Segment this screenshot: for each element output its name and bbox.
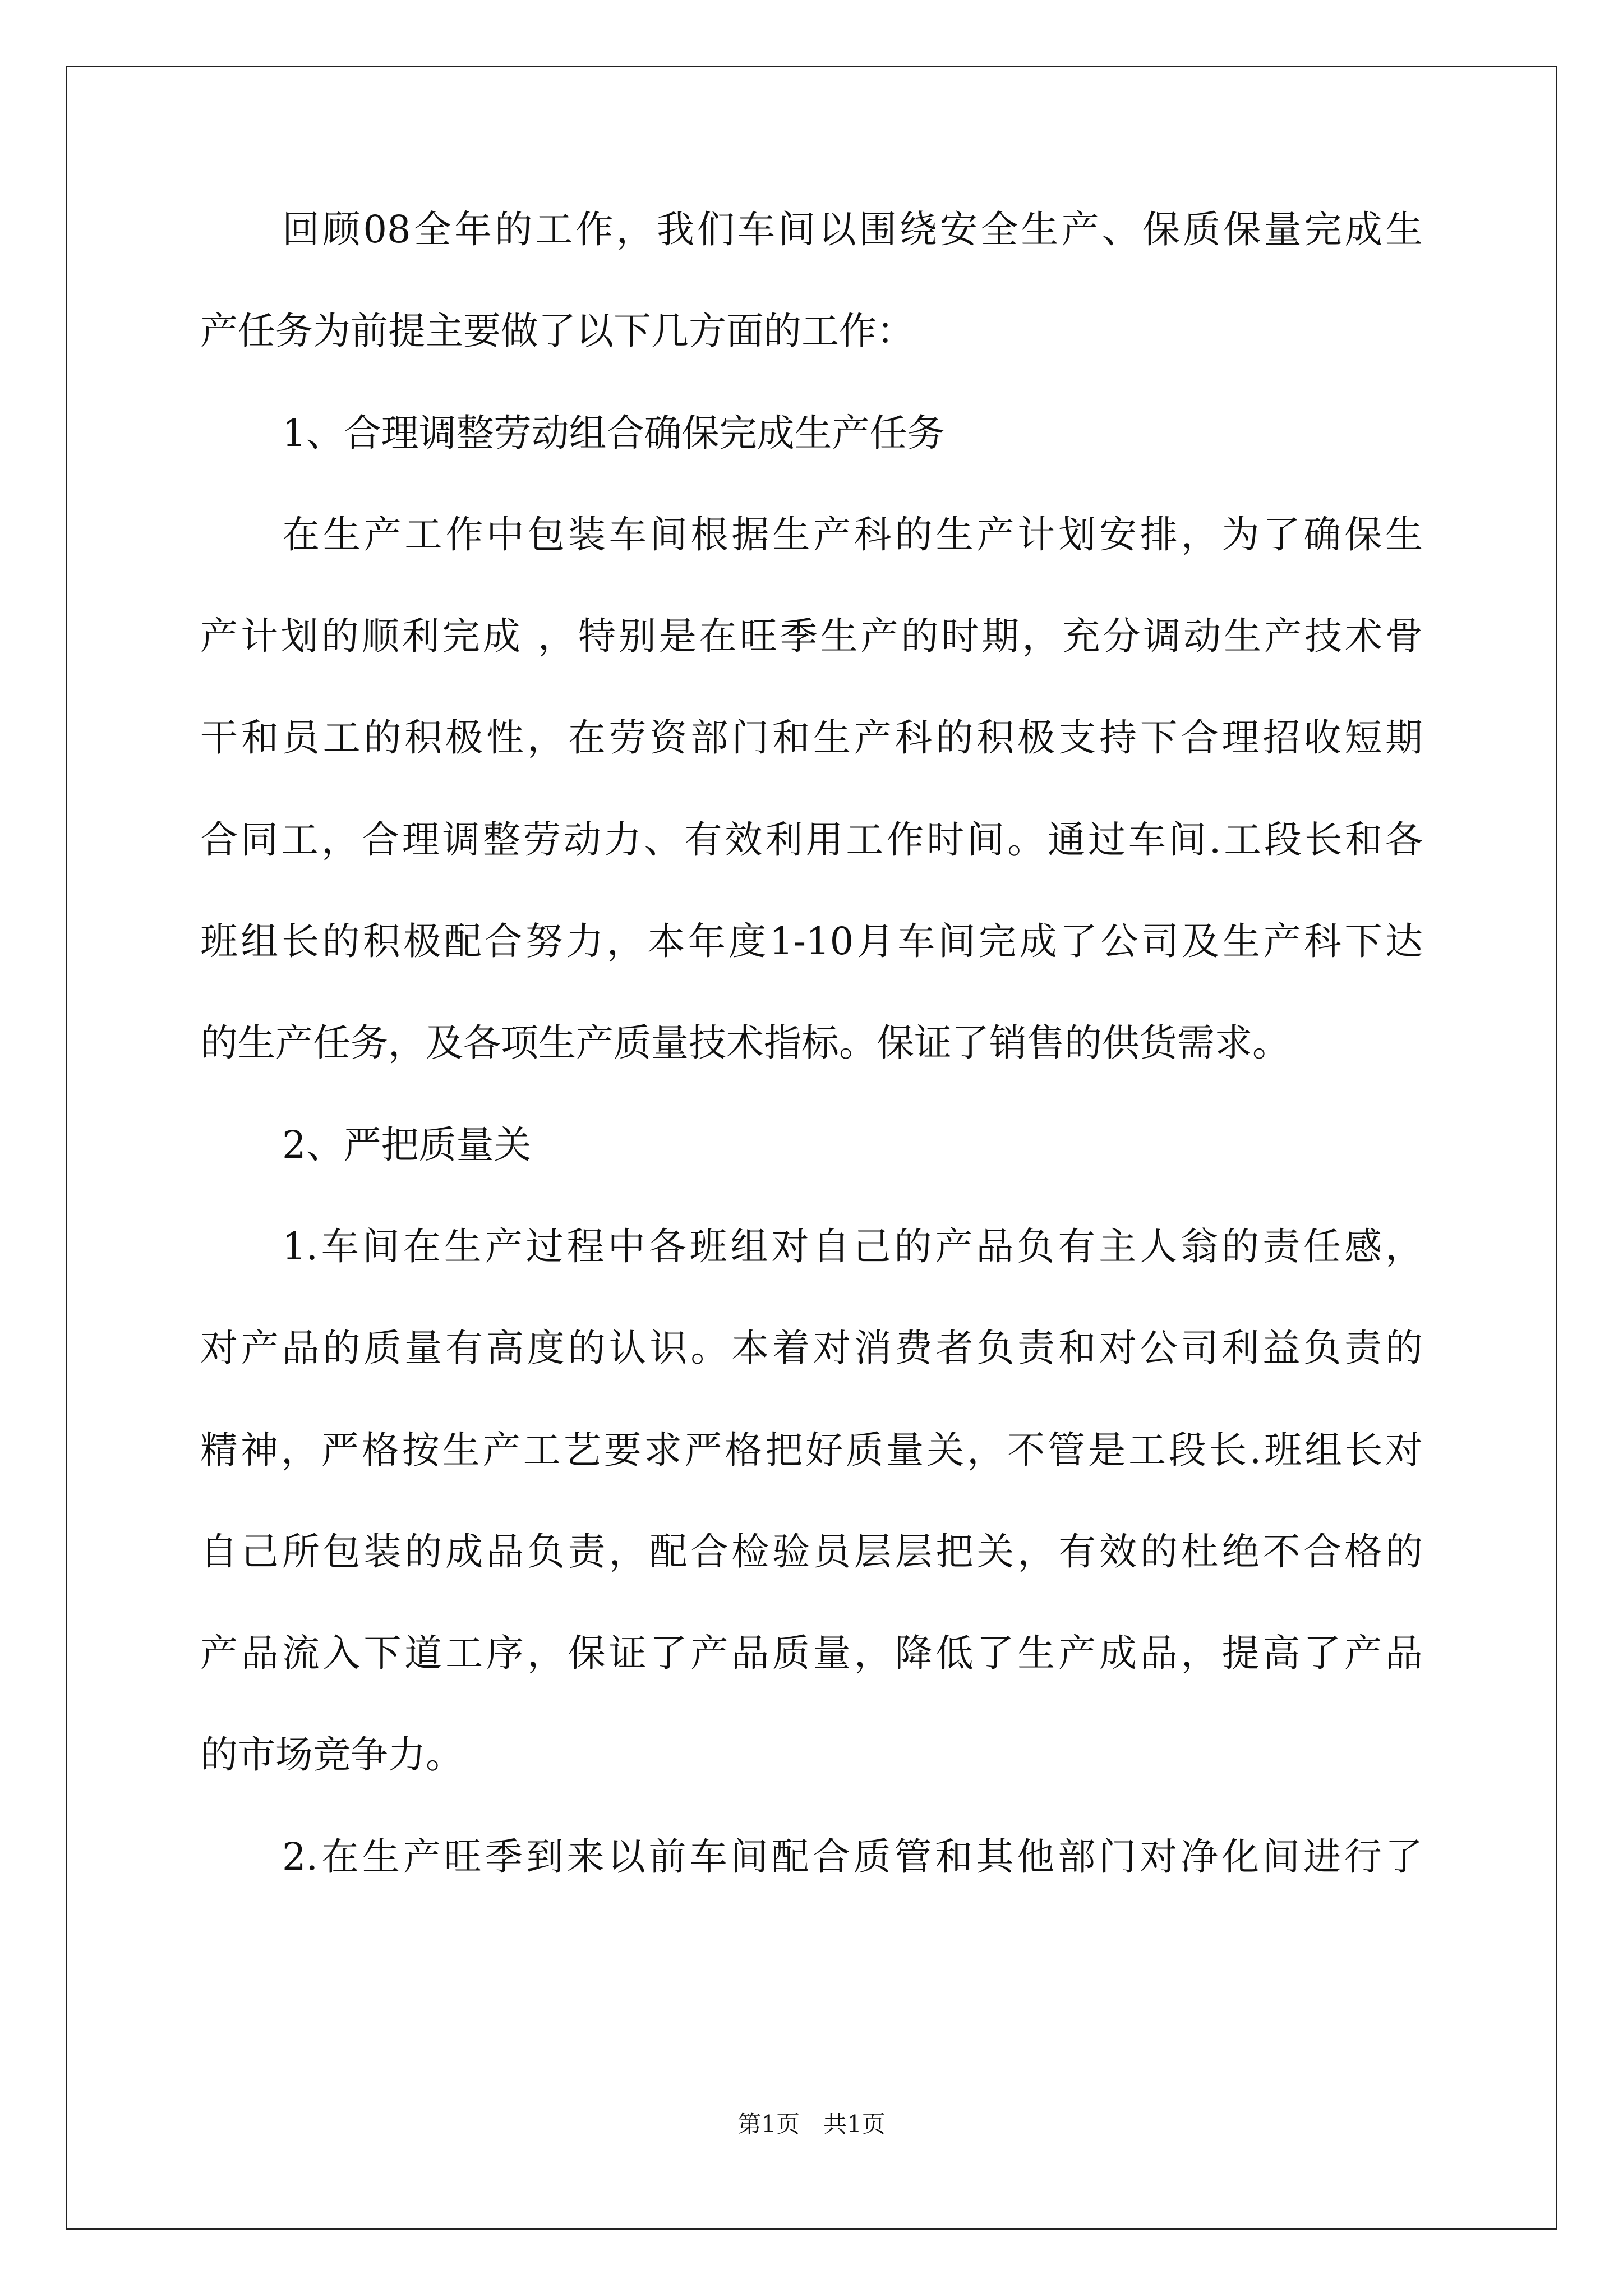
text-line: 的市场竞争力。 — [200, 1733, 463, 1777]
text-line: 在生产工作中包装车间根据生产科的生产计划安排，为了确保生 — [282, 512, 1423, 556]
text-line: 产任务为前提主要做了以下几方面的工作： — [200, 309, 914, 353]
text-line: 的生产任务，及各项生产质量技术指标。保证了销售的供货需求。 — [200, 1021, 1290, 1065]
text-line: 自己所包装的成品负责，配合检验员层层把关，有效的杜绝不合格的 — [200, 1529, 1423, 1573]
text-line: 2.在生产旺季到来以前车间配合质管和其他部门对净化间进行了 — [282, 1834, 1423, 1879]
text-line: 对产品的质量有高度的认识。本着对消费者负责和对公司利益负责的 — [200, 1326, 1423, 1370]
text-line: 精神，严格按生产工艺要求严格把好质量关，不管是工段长.班组长对 — [200, 1428, 1423, 1472]
text-line: 合同工，合理调整劳动力、有效利用工作时间。通过车间.工段长和各 — [200, 817, 1423, 862]
text-line: 干和员工的积极性，在劳资部门和生产科的积极支持下合理招收短期 — [200, 716, 1423, 760]
text-line: 回顾08全年的工作，我们车间以围绕安全生产、保质保量完成生 — [282, 208, 1423, 251]
text-line: 2、严把质量关 — [282, 1122, 532, 1167]
text-line: 1.车间在生产过程中各班组对自己的产品负有主人翁的责任感， — [282, 1224, 1423, 1268]
document-body — [200, 205, 1423, 1934]
text-line: 产品流入下道工序，保证了产品质量，降低了生产成品，提高了产品 — [200, 1631, 1423, 1676]
page-footer: 第1页 共1页 — [737, 2110, 886, 2138]
text-line: 1、合理调整劳动组合确保完成生产任务 — [282, 411, 945, 455]
text-line: 班组长的积极配合努力，本年度1-10月车间完成了公司及生产科下达 — [200, 919, 1423, 964]
text-line: 产计划的顺利完成 ，特别是在旺季生产的时期，充分调动生产技术骨 — [200, 614, 1423, 659]
